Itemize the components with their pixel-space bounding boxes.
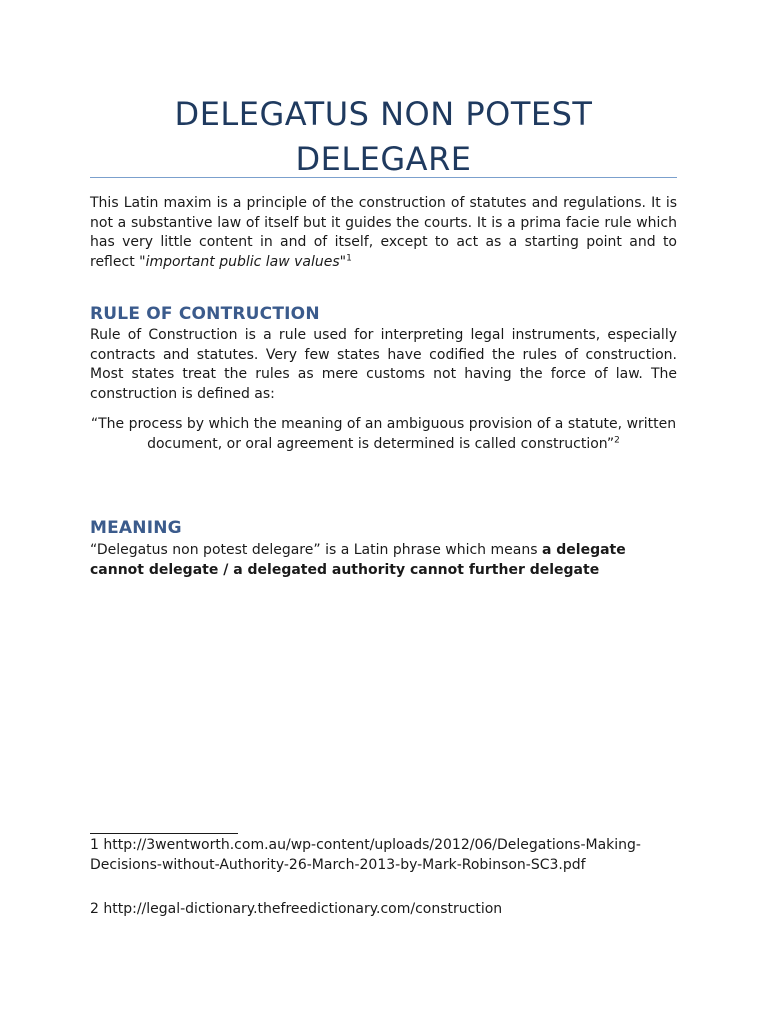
construction-definition-quote xyxy=(90,415,677,454)
rule-of-construction-paragraph: Rule of Construction is a rule used for interpreting legal instruments, especially contracts and statutes. Very few states have codified the rules of construction. Most states treat the rules as mere customs not having the force of law. The construction is defined as: xyxy=(90,327,677,402)
quote-text: “The process by which the meaning of an ambiguous provision of a statute, written document, or oral agreement is determined is called construction” xyxy=(90,416,677,452)
meaning-text: “Delegatus non potest delegare” is a Latin phrase which means xyxy=(90,542,542,558)
footnote-2 xyxy=(90,900,677,920)
intro-quote-close: " xyxy=(339,253,347,270)
footnote-1-number: 1 xyxy=(90,837,99,853)
footnote-1-link[interactable]: http://3wentworth.com.au/wp-content/uploads/2012/06/Delegations-Making-Decisions-without-Authority-26-March-2013-by-Mark-Robinson-SC3.pdf xyxy=(90,837,641,873)
footnote-ref-2[interactable]: 2 xyxy=(614,434,620,445)
title-divider xyxy=(90,177,677,178)
intro-quote-italic: important public law values xyxy=(145,253,340,270)
footnote-2-number: 2 xyxy=(90,901,99,917)
footnote-separator xyxy=(90,833,238,834)
meaning-bold-definition: a delegate cannot delegate / a delegated authority cannot further delegate xyxy=(90,542,626,578)
intro-paragraph xyxy=(90,194,677,272)
heading-rule-of-construction: RULE OF CONTRUCTION xyxy=(90,304,320,324)
heading-meaning: MEANING xyxy=(90,518,182,538)
intro-text: This Latin maxim is a principle of the construction of statutes and regulations. It is not a substantive law of itself but it guides the courts. It is a prima facie rule which has very little content in and of itself, except to act as a starting point and to reflect " xyxy=(90,195,677,270)
meaning-paragraph xyxy=(90,541,677,580)
footnote-1 xyxy=(90,836,677,875)
document-title: DELEGATUS NON POTEST DELEGARE xyxy=(174,95,593,178)
footnote-ref-1[interactable]: 1 xyxy=(346,253,352,264)
footnote-2-link[interactable]: http://legal-dictionary.thefreedictionary.com/construction xyxy=(103,901,503,917)
